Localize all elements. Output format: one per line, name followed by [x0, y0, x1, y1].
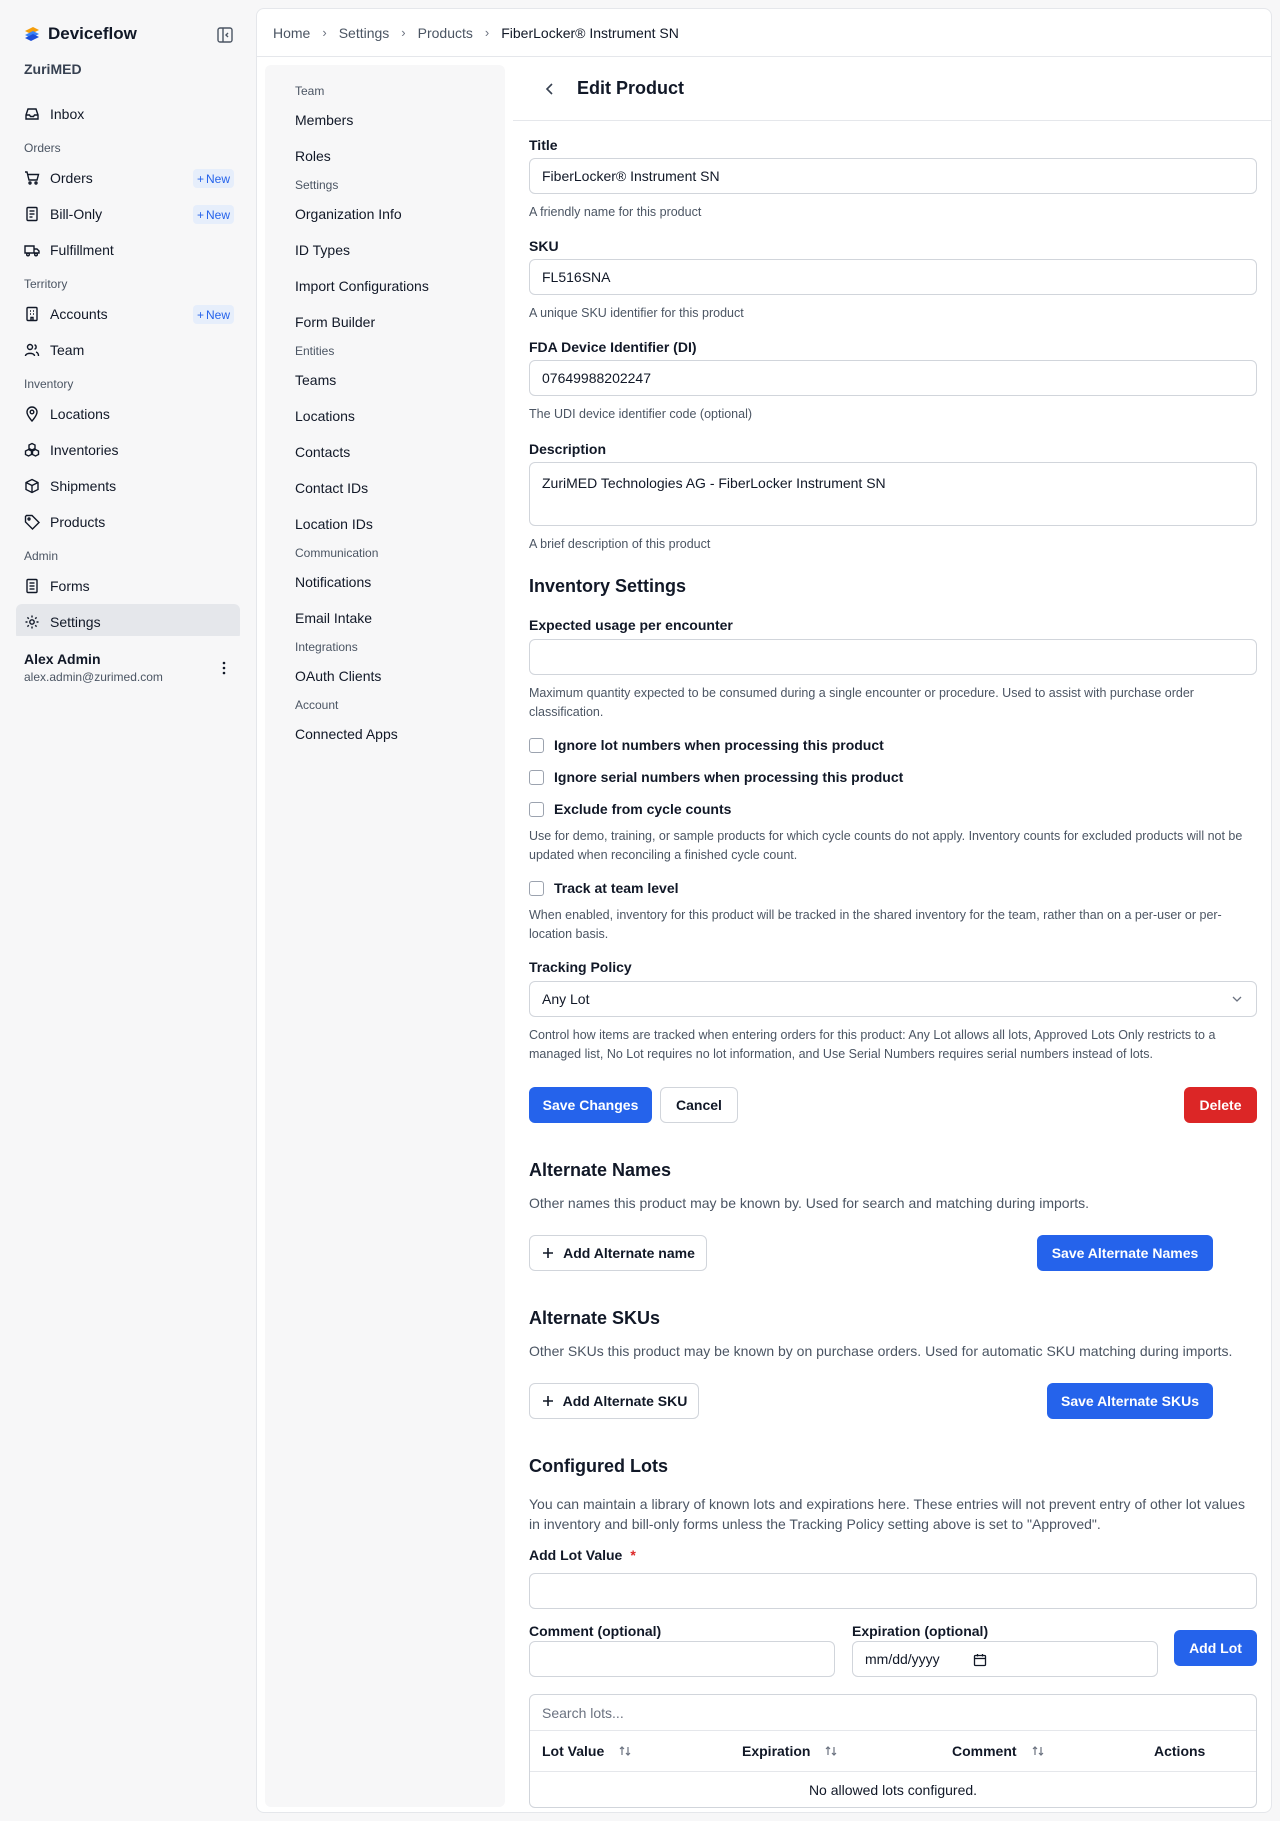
chevron-down-icon — [1230, 992, 1244, 1006]
user-name: Alex Admin — [24, 651, 101, 667]
gear-icon — [24, 614, 40, 630]
inventory-settings-heading: Inventory Settings — [529, 576, 687, 596]
settings-item-email-intake[interactable]: Email Intake — [295, 610, 373, 626]
new-order-badge[interactable]: + New — [193, 169, 234, 188]
plus-icon: + — [196, 307, 204, 322]
column-expiration[interactable]: Expiration — [742, 1743, 838, 1759]
user-email: alex.admin@zurimed.com — [24, 670, 163, 684]
chevron-right-icon: › — [401, 25, 406, 40]
nav-label: Products — [50, 514, 106, 530]
save-alternate-names-button[interactable]: Save Alternate Names — [1037, 1235, 1213, 1271]
add-lot-button[interactable]: Add Lot — [1174, 1630, 1257, 1666]
deviceflow-logo-icon — [24, 26, 40, 42]
add-alternate-name-button[interactable]: Add Alternate name — [529, 1235, 707, 1271]
user-profile[interactable] — [24, 651, 240, 684]
alternate-names-help: Other names this product may be known by. Used for search and matching during imports. — [529, 1195, 1090, 1211]
sort-icon — [824, 1744, 838, 1758]
calendar-icon[interactable] — [973, 1653, 987, 1667]
settings-item-id-types[interactable]: ID Types — [295, 242, 350, 258]
main-nav — [16, 96, 240, 636]
ignore-serial-option[interactable] — [529, 769, 903, 785]
nav-section-inventory: Inventory — [24, 377, 74, 391]
nav-item-products[interactable] — [16, 504, 240, 540]
lot-value-input[interactable] — [529, 1573, 1257, 1609]
settings-section-entities: Entities — [295, 344, 335, 358]
di-input[interactable]: 07649988202247 — [529, 360, 1257, 396]
breadcrumb-settings[interactable]: Settings — [338, 24, 390, 41]
settings-section-settings: Settings — [295, 178, 339, 192]
nav-label: Forms — [50, 578, 90, 594]
nav-section-orders: Orders — [24, 141, 61, 155]
settings-item-connected-apps[interactable]: Connected Apps — [295, 726, 398, 742]
expiration-label: Expiration (optional) — [852, 1623, 989, 1639]
brand[interactable] — [24, 24, 137, 44]
plus-icon — [541, 1394, 555, 1408]
settings-section-team: Team — [295, 84, 325, 98]
usage-input[interactable] — [529, 639, 1257, 675]
alternate-names-heading: Alternate Names — [529, 1160, 672, 1180]
team-level-checkbox[interactable] — [529, 881, 544, 896]
page-title: Edit Product — [577, 78, 684, 98]
new-bill-only-badge[interactable]: + New — [193, 205, 234, 224]
nav-label: Fulfillment — [50, 242, 114, 258]
plus-icon — [541, 1246, 555, 1260]
nav-item-fulfillment[interactable] — [16, 232, 240, 268]
exclude-cycle-label: Exclude from cycle counts — [554, 801, 732, 817]
save-alternate-skus-button[interactable]: Save Alternate SKUs — [1047, 1383, 1213, 1419]
date-placeholder: mm/dd/yyyy — [865, 1651, 940, 1667]
plus-icon: + — [196, 207, 204, 222]
map-pin-icon — [24, 406, 40, 422]
description-textarea[interactable]: ZuriMED Technologies AG - FiberLocker Instrument SN — [529, 462, 1257, 526]
breadcrumb-home[interactable]: Home — [273, 24, 311, 41]
nav-label: Locations — [50, 406, 110, 422]
nav-item-orders[interactable] — [16, 160, 240, 196]
di-label: FDA Device Identifier (DI) — [529, 339, 697, 355]
app-sidebar — [0, 0, 256, 700]
form-icon — [24, 578, 40, 594]
nav-label: Inbox — [50, 106, 85, 122]
settings-item-organization-info[interactable]: Organization Info — [295, 206, 402, 222]
lots-table — [529, 1694, 1257, 1808]
breadcrumb-current: FiberLocker® Instrument SN — [501, 24, 679, 41]
required-marker: * — [630, 1547, 636, 1563]
ignore-lot-option[interactable] — [529, 737, 884, 753]
lots-empty-state: No allowed lots configured. — [808, 1782, 978, 1798]
ignore-serial-checkbox[interactable] — [529, 770, 544, 785]
settings-section-communication: Communication — [295, 546, 379, 560]
team-level-option[interactable] — [529, 880, 679, 896]
settings-item-members[interactable]: Members — [295, 112, 354, 128]
settings-item-import-configurations[interactable]: Import Configurations — [295, 278, 429, 294]
more-options-icon[interactable] — [216, 660, 232, 676]
sku-help: A unique SKU identifier for this product — [529, 306, 744, 320]
sort-icon — [1031, 1744, 1045, 1758]
chevron-right-icon: › — [484, 25, 490, 40]
breadcrumb — [257, 9, 1271, 57]
settings-nav — [265, 65, 505, 1807]
truck-icon — [24, 242, 40, 258]
settings-item-notifications[interactable]: Notifications — [295, 574, 372, 590]
title-input[interactable]: FiberLocker® Instrument SN — [529, 158, 1257, 194]
settings-item-contact-ids[interactable]: Contact IDs — [295, 480, 369, 496]
title-help: A friendly name for this product — [529, 205, 702, 219]
nav-item-forms[interactable] — [16, 568, 240, 604]
nav-label: Orders — [50, 170, 93, 186]
nav-item-team[interactable] — [16, 332, 240, 368]
users-icon — [24, 342, 40, 358]
tracking-policy-label: Tracking Policy — [529, 959, 632, 975]
lot-expiration-input[interactable] — [852, 1641, 1158, 1677]
exclude-cycle-option[interactable] — [529, 801, 731, 817]
settings-item-oauth-clients[interactable]: OAuth Clients — [295, 668, 382, 684]
settings-item-roles[interactable]: Roles — [295, 148, 331, 164]
nav-section-territory: Territory — [24, 277, 68, 291]
add-lot-label: Add Lot Value * — [529, 1547, 636, 1563]
building-icon — [24, 306, 40, 322]
delete-button[interactable]: Delete — [1184, 1087, 1257, 1123]
chevron-left-icon[interactable] — [541, 80, 559, 98]
org-name: ZuriMED — [24, 61, 82, 77]
app-name: Deviceflow — [48, 24, 137, 43]
settings-item-contacts[interactable]: Contacts — [295, 444, 351, 460]
nav-item-bill-only[interactable] — [16, 196, 240, 232]
nav-label: Shipments — [50, 478, 117, 494]
settings-item-location-ids[interactable]: Location IDs — [295, 516, 373, 532]
sidebar-collapse-icon[interactable] — [216, 26, 234, 44]
ignore-serial-label: Ignore serial numbers when processing this product — [554, 769, 904, 785]
ignore-lot-label: Ignore lot numbers when processing this product — [554, 737, 884, 753]
plus-icon: + — [196, 171, 204, 186]
cancel-button[interactable]: Cancel — [660, 1087, 738, 1123]
alternate-skus-help: Other SKUs this product may be known by on purchase orders. Used for automatic SKU matching during imports. — [529, 1343, 1233, 1359]
lot-comment-input[interactable] — [529, 1641, 835, 1677]
nav-label: Bill-Only — [50, 206, 103, 222]
add-alternate-sku-button[interactable]: Add Alternate SKU — [529, 1383, 699, 1419]
nav-label: Inventories — [50, 442, 119, 458]
nav-label: Team — [50, 342, 85, 358]
settings-section-account: Account — [295, 698, 339, 712]
receipt-icon — [24, 206, 40, 222]
column-lot-value[interactable]: Lot Value — [542, 1743, 632, 1759]
nav-item-locations[interactable] — [16, 396, 240, 432]
column-comment[interactable]: Comment — [952, 1743, 1045, 1759]
usage-help: Maximum quantity expected to be consumed during a single encounter or procedure. Used to assist with purchase order classification. — [529, 686, 1194, 719]
tracking-policy-value: Any Lot — [542, 991, 590, 1007]
main-panel — [256, 8, 1272, 1813]
save-changes-button[interactable]: Save Changes — [529, 1087, 652, 1123]
configured-lots-help: You can maintain a library of known lots and expirations here. These entries will not prevent entry of other lot values in inventory and bill-only forms unless the Tracking Policy setting above is set to "Approved". — [529, 1496, 1245, 1532]
nav-item-inbox[interactable] — [16, 96, 240, 132]
sku-input[interactable]: FL516SNA — [529, 259, 1257, 295]
di-help: The UDI device identifier code (optional) — [529, 407, 753, 421]
cart-icon — [24, 170, 40, 186]
comment-label: Comment (optional) — [529, 1623, 662, 1639]
column-actions: Actions — [1154, 1743, 1206, 1759]
tracking-policy-help: Control how items are tracked when entering orders for this product: Any Lot allows all lots, Approved Lots Only restricts to a managed list, No Lot requires no lot information, and Use Serial Numbers requires serial numbers instead of lots. — [529, 1028, 1216, 1061]
nav-label: Accounts — [50, 306, 108, 322]
nav-item-inventories[interactable] — [16, 432, 240, 468]
settings-item-form-builder[interactable]: Form Builder — [295, 314, 376, 330]
edit-product-content — [513, 57, 1272, 1813]
nav-item-accounts[interactable] — [16, 296, 240, 332]
breadcrumb-products[interactable]: Products — [417, 24, 473, 41]
nav-section-admin: Admin — [24, 549, 59, 563]
description-help: A brief description of this product — [529, 537, 711, 551]
sort-icon — [618, 1744, 632, 1758]
tag-icon — [24, 514, 40, 530]
nav-item-shipments[interactable] — [16, 468, 240, 504]
chevron-right-icon: › — [322, 25, 327, 40]
nav-label: Settings — [50, 614, 101, 630]
exclude-cycle-help: Use for demo, training, or sample products for which cycle counts do not apply. Inventory counts for excluded products will not be updated when reconciling a finished cycle count. — [529, 829, 1243, 862]
lots-table-header — [530, 1731, 1256, 1772]
nav-item-settings[interactable] — [16, 604, 240, 636]
tracking-policy-select[interactable] — [529, 981, 1257, 1017]
title-label: Title — [529, 137, 558, 153]
exclude-cycle-checkbox[interactable] — [529, 802, 544, 817]
team-level-help: When enabled, inventory for this product will be tracked in the shared inventory for the team, rather than on a per-user or per-location basis. — [529, 908, 1222, 941]
settings-item-teams[interactable]: Teams — [295, 372, 337, 388]
lots-search-input[interactable]: Search lots... — [530, 1695, 1256, 1731]
settings-item-locations[interactable]: Locations — [295, 408, 355, 424]
inbox-icon — [24, 106, 40, 122]
description-label: Description — [529, 441, 607, 457]
package-icon — [24, 478, 40, 494]
new-account-badge[interactable]: + New — [193, 305, 234, 324]
boxes-icon — [24, 442, 40, 458]
ignore-lot-checkbox[interactable] — [529, 738, 544, 753]
sku-label: SKU — [529, 238, 559, 254]
settings-section-integrations: Integrations — [295, 640, 358, 654]
usage-label: Expected usage per encounter — [529, 617, 733, 633]
alternate-skus-heading: Alternate SKUs — [529, 1308, 661, 1328]
configured-lots-heading: Configured Lots — [529, 1456, 668, 1476]
team-level-label: Track at team level — [554, 880, 679, 896]
edit-header — [513, 57, 1272, 121]
